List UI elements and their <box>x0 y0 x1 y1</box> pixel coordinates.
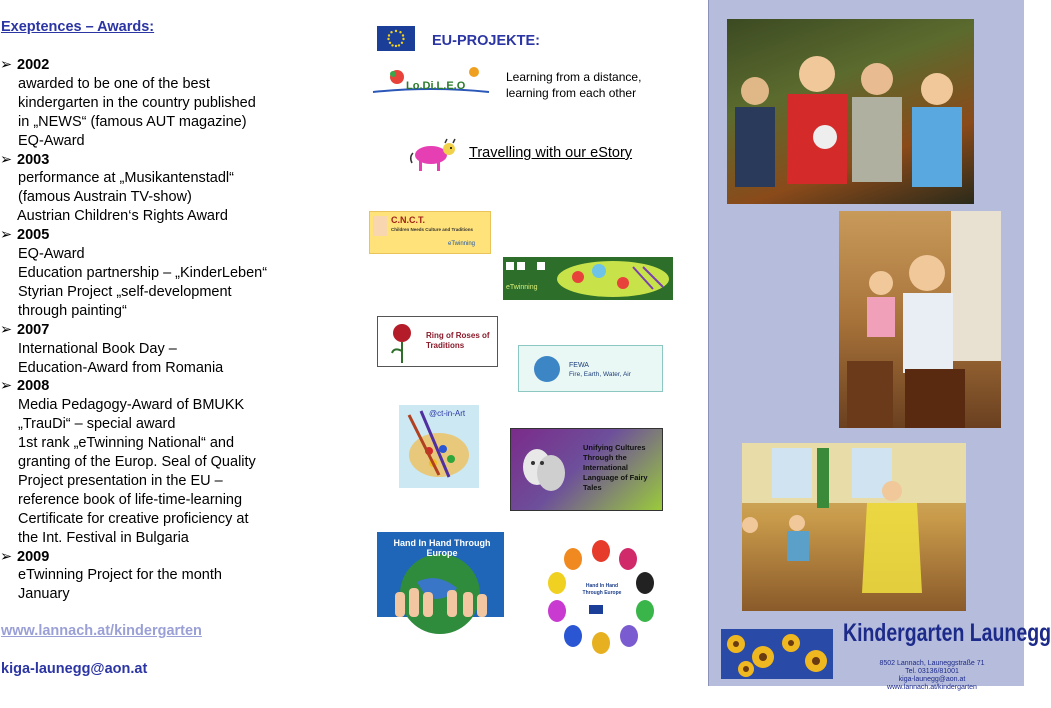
award-line: reference book of life-time-learning <box>18 491 243 508</box>
award-line: (famous Austrain TV-show) <box>18 189 192 206</box>
award-line: in „NEWS“ (famous AUT magazine) <box>18 113 247 130</box>
lodileo-logo-text: Lo.Di.L.E.O <box>406 80 466 92</box>
arrow-bullet-icon: ➢ <box>0 378 13 395</box>
award-line: Project presentation in the EU – <box>18 472 223 489</box>
arrow-bullet-icon: ➢ <box>0 227 13 244</box>
eu-flag-icon <box>377 26 415 51</box>
awards-list <box>0 56 340 604</box>
website-link[interactable]: www.lannach.at/kindergarten <box>1 623 202 639</box>
hand-in-hand-text: Hand In Hand Through Europe <box>393 538 491 558</box>
fewa-globe-icon <box>534 356 560 382</box>
award-year <box>0 548 340 567</box>
photo-children-forest <box>727 19 974 204</box>
lodileo-desc-line1: Learning from a distance, <box>506 70 642 84</box>
award-line: Education-Award from Romania <box>18 359 224 376</box>
award-year <box>0 151 340 170</box>
address-line-email: kiga-launegg@aon.at <box>898 676 966 683</box>
photo-children-drums <box>839 211 1001 428</box>
ring-of-roses-logo <box>377 316 498 367</box>
award-line: Education partnership – „KinderLeben“ <box>18 264 268 281</box>
award-line: International Book Day – <box>18 340 177 357</box>
eu-projects-title: EU-PROJEKTE: <box>432 33 540 49</box>
unifying-cultures-text: Unifying Cultures Through the International Language of Fairy Tales <box>583 443 648 492</box>
award-line: EQ-Award <box>18 246 85 263</box>
fewa-title: FEWA <box>569 362 589 369</box>
arrow-bullet-icon: ➢ <box>0 57 13 73</box>
award-line: eTwinning Project for the month <box>18 567 222 584</box>
award-line: Styrian Project „self-development <box>18 283 232 300</box>
fewa-logo <box>518 345 663 392</box>
arrow-bullet-icon: ➢ <box>0 321 13 338</box>
award-year-label: 2007 <box>17 321 50 338</box>
etwinning-green-logo <box>503 257 673 300</box>
sunflowers-image <box>721 629 833 679</box>
award-year <box>0 321 340 340</box>
photo-children-play <box>742 443 966 611</box>
hand-in-hand-small-text: Hand In Hand Through Europe <box>582 583 622 596</box>
award-year-label: 2008 <box>17 378 50 395</box>
address-line-web: www.lannach.at/kindergarten <box>887 684 977 691</box>
arrow-bullet-icon: ➢ <box>0 151 13 168</box>
act-in-art-logo <box>399 405 479 488</box>
hand-in-hand-eu-flag-icon <box>589 605 603 614</box>
fewa-subtitle: Fire, Earth, Water, Air <box>569 371 631 378</box>
etwinning-green-text: eTwinning <box>506 284 538 291</box>
hand-in-hand-globe-logo <box>377 532 504 617</box>
cnct-logo <box>369 211 491 254</box>
cnct-title: C.N.C.T. <box>391 215 426 225</box>
award-line: through painting“ <box>18 302 127 319</box>
address-line-street: 8502 Lannach, Launeggstraße 71 <box>879 660 985 667</box>
hand-in-hand-ring-logo <box>545 541 657 653</box>
award-line: kindergarten in the country published <box>18 94 256 111</box>
lodileo-desc-line2: learning from each other <box>506 86 637 100</box>
estory-link[interactable]: Travelling with our eStory <box>469 145 633 161</box>
award-line: 1st rank „eTwinning National“ and <box>18 435 235 452</box>
award-line: Certificate for creative proficiency at <box>18 510 249 527</box>
awards-heading-link[interactable]: Exeptences – Awards: <box>1 19 155 35</box>
award-line: the Int. Festival in Bulgaria <box>18 529 189 546</box>
award-year-label: 2009 <box>17 548 50 565</box>
award-line: awarded to be one of the best <box>18 75 210 92</box>
unifying-cultures-logo <box>510 428 663 511</box>
award-year-label: 2002 <box>17 57 50 73</box>
cnct-portrait-icon <box>373 216 387 236</box>
act-in-art-text: @ct-in-Art <box>429 409 466 418</box>
awards-column <box>0 0 345 708</box>
award-year <box>0 226 340 245</box>
award-line: Media Pedagogy-Award of BMUKK <box>18 397 245 414</box>
award-line: EQ-Award <box>18 132 85 149</box>
award-year <box>0 56 340 75</box>
arrow-bullet-icon: ➢ <box>0 548 13 565</box>
brochure-cover <box>708 0 1024 686</box>
award-year-label: 2005 <box>17 227 50 244</box>
email-text: kiga-launegg@aon.at <box>1 661 148 677</box>
award-line: performance at „Musikantenstadl“ <box>18 170 234 187</box>
ring-of-roses-text: Ring of Roses of Traditions <box>426 331 490 350</box>
kindergarten-title: Kindergarten Launegg <box>843 619 1051 647</box>
address-line-phone: Tel. 03136/81001 <box>905 668 959 675</box>
lodileo-description <box>506 69 641 101</box>
award-line: granting of the Europ. Seal of Quality <box>18 454 256 471</box>
estory-cow-logo <box>409 139 459 173</box>
cnct-etwinning-badge: eTwinning <box>448 241 476 247</box>
award-year-label: 2003 <box>17 151 50 168</box>
award-line: January <box>18 586 70 603</box>
award-line: „TrauDi“ – special award <box>18 416 176 433</box>
brochure-address <box>842 660 1022 692</box>
cnct-subtitle: Children Needs Culture and Traditions <box>391 227 474 232</box>
lodileo-logo <box>371 64 491 98</box>
award-line: Austrian Children‘s Rights Award <box>17 208 228 225</box>
award-year <box>0 377 340 396</box>
